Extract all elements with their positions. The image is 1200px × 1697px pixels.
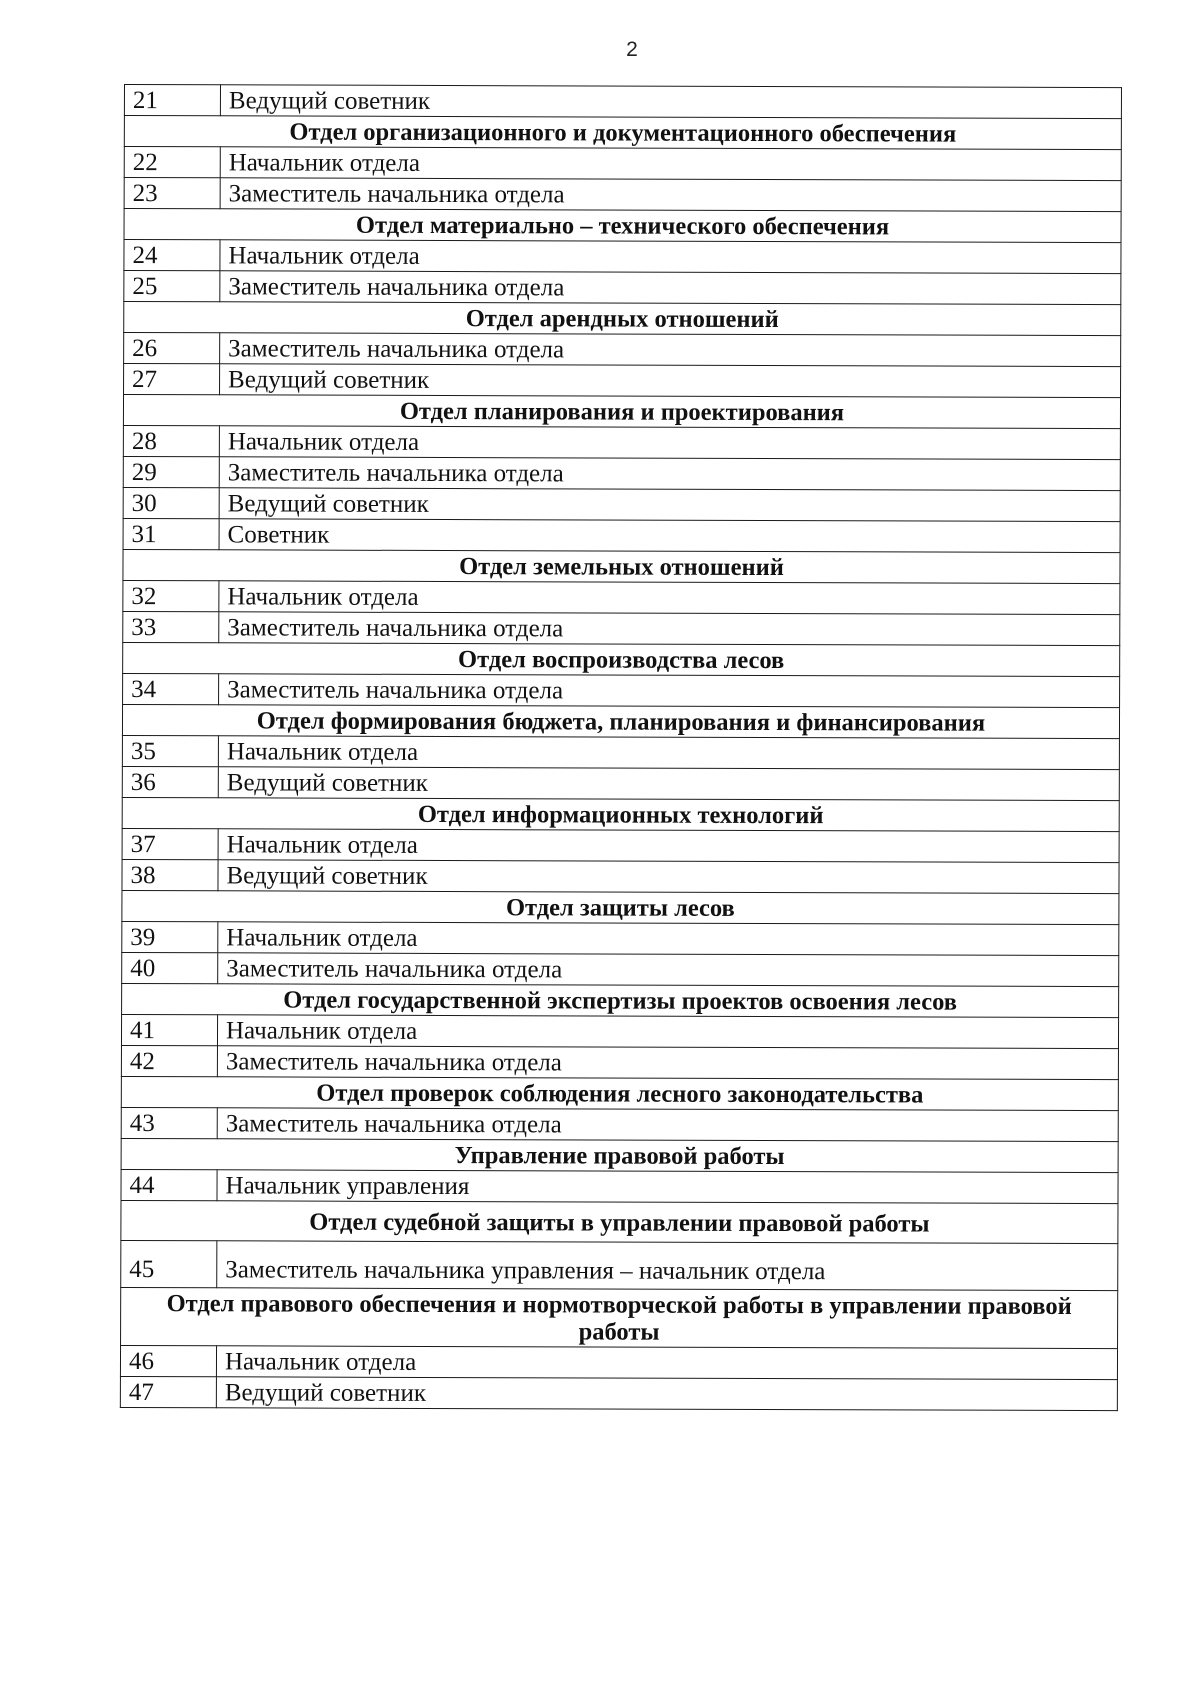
row-number: 22	[124, 147, 220, 178]
section-title: Управление правовой работы	[121, 1138, 1118, 1172]
table-row	[122, 921, 1119, 955]
row-number: 45	[121, 1240, 217, 1287]
section-header-row	[122, 983, 1119, 1017]
table-row	[121, 1169, 1118, 1203]
section-title: Отдел защиты лесов	[122, 890, 1119, 924]
section-title: Отдел проверок соблюдения лесного законодательства	[121, 1076, 1118, 1110]
position-title: Заместитель начальника отдела	[220, 178, 1121, 212]
section-header-row	[121, 1200, 1118, 1243]
table-row	[124, 147, 1121, 181]
section-header-row	[121, 1076, 1118, 1110]
section-title: Отдел воспроизводства лесов	[123, 642, 1120, 676]
row-number: 35	[122, 735, 218, 766]
section-title: Отдел планирования и проектирования	[123, 395, 1120, 429]
table-row	[123, 518, 1120, 552]
position-title: Заместитель начальника отдела	[219, 674, 1120, 708]
row-number: 27	[124, 364, 220, 395]
row-number: 34	[123, 673, 219, 704]
position-title: Начальник отдела	[219, 581, 1120, 615]
table-row	[121, 1240, 1118, 1290]
position-title: Заместитель начальника отдела	[220, 333, 1121, 367]
position-title: Заместитель начальника отдела	[218, 953, 1119, 987]
table-row	[120, 1376, 1117, 1410]
position-title: Начальник управления	[217, 1170, 1118, 1204]
section-header-row	[122, 890, 1119, 924]
table-row	[122, 735, 1119, 769]
table-row	[124, 85, 1121, 119]
section-header-row	[122, 797, 1119, 831]
position-title: Ведущий советник	[218, 860, 1119, 894]
position-title: Заместитель начальника управления – начальник отдела	[217, 1241, 1118, 1291]
row-number: 29	[123, 456, 219, 487]
positions-table-body	[120, 85, 1121, 1411]
table-row	[124, 240, 1121, 274]
table-row	[123, 425, 1120, 459]
row-number: 25	[124, 271, 220, 302]
table-row	[121, 1045, 1118, 1079]
row-number: 37	[122, 828, 218, 859]
section-header-row	[123, 395, 1120, 429]
position-title: Заместитель начальника отдела	[219, 612, 1120, 646]
position-title: Начальник отдела	[218, 829, 1119, 863]
table-row	[122, 952, 1119, 986]
position-title: Ведущий советник	[219, 488, 1120, 522]
row-number: 44	[121, 1169, 217, 1200]
table-row	[122, 766, 1119, 800]
position-title: Заместитель начальника отдела	[217, 1046, 1118, 1080]
section-header-row	[124, 302, 1121, 336]
row-number: 33	[123, 611, 219, 642]
position-title: Советник	[219, 519, 1120, 553]
section-header-row	[122, 704, 1119, 738]
row-number: 41	[121, 1014, 217, 1045]
row-number: 43	[121, 1107, 217, 1138]
table-row	[123, 611, 1120, 645]
row-number: 47	[120, 1376, 216, 1407]
section-header-row	[124, 116, 1121, 150]
section-title: Отдел организационного и документационного обеспечения	[124, 116, 1121, 150]
row-number: 24	[124, 240, 220, 271]
table-row	[123, 456, 1120, 490]
table-row	[123, 580, 1120, 614]
positions-table	[120, 84, 1122, 1411]
position-title: Начальник отдела	[216, 1346, 1117, 1380]
row-number: 21	[124, 85, 220, 116]
table-row	[124, 178, 1121, 212]
section-header-row	[123, 642, 1120, 676]
section-title: Отдел формирования бюджета, планирования и финансирования	[122, 704, 1119, 738]
row-number: 38	[122, 859, 218, 890]
position-title: Ведущий советник	[220, 85, 1121, 119]
page-number: 2	[626, 38, 638, 61]
section-title: Отдел арендных отношений	[124, 302, 1121, 336]
row-number: 42	[121, 1045, 217, 1076]
row-number: 26	[124, 333, 220, 364]
section-header-row	[124, 209, 1121, 243]
row-number: 31	[123, 518, 219, 549]
section-header-row	[121, 1138, 1118, 1172]
position-title: Начальник отдела	[218, 736, 1119, 770]
row-number: 23	[124, 178, 220, 209]
table-row	[122, 859, 1119, 893]
table-row	[124, 271, 1121, 305]
table-row	[121, 1014, 1118, 1048]
position-title: Заместитель начальника отдела	[219, 457, 1120, 491]
position-title: Ведущий советник	[220, 364, 1121, 398]
row-number: 39	[122, 921, 218, 952]
row-number: 28	[123, 425, 219, 456]
section-header-row	[121, 1287, 1118, 1348]
position-title: Начальник отдела	[217, 1015, 1118, 1049]
row-number: 46	[120, 1345, 216, 1376]
section-title: Отдел правового обеспечения и нормотворческой работы в управлении правовой работы	[121, 1287, 1118, 1348]
table-row	[120, 1345, 1117, 1379]
position-title: Начальник отдела	[220, 147, 1121, 181]
section-header-row	[123, 549, 1120, 583]
position-title: Начальник отдела	[220, 240, 1121, 274]
table-row	[124, 333, 1121, 367]
table-row	[123, 487, 1120, 521]
row-number: 32	[123, 580, 219, 611]
row-number: 40	[122, 952, 218, 983]
position-title: Начальник отдела	[219, 426, 1120, 460]
section-title: Отдел судебной защиты в управлении правовой работы	[121, 1200, 1118, 1243]
section-title: Отдел земельных отношений	[123, 549, 1120, 583]
position-title: Заместитель начальника отдела	[220, 271, 1121, 305]
position-title: Заместитель начальника отдела	[217, 1108, 1118, 1142]
table-row	[123, 673, 1120, 707]
section-title: Отдел материально – технического обеспечения	[124, 209, 1121, 243]
section-title: Отдел информационных технологий	[122, 797, 1119, 831]
position-title: Ведущий советник	[218, 767, 1119, 801]
table-row	[122, 828, 1119, 862]
position-title: Начальник отдела	[218, 922, 1119, 956]
table-row	[121, 1107, 1118, 1141]
section-title: Отдел государственной экспертизы проектов освоения лесов	[122, 983, 1119, 1017]
row-number: 30	[123, 487, 219, 518]
table-row	[124, 364, 1121, 398]
row-number: 36	[122, 766, 218, 797]
position-title: Ведущий советник	[216, 1377, 1117, 1411]
